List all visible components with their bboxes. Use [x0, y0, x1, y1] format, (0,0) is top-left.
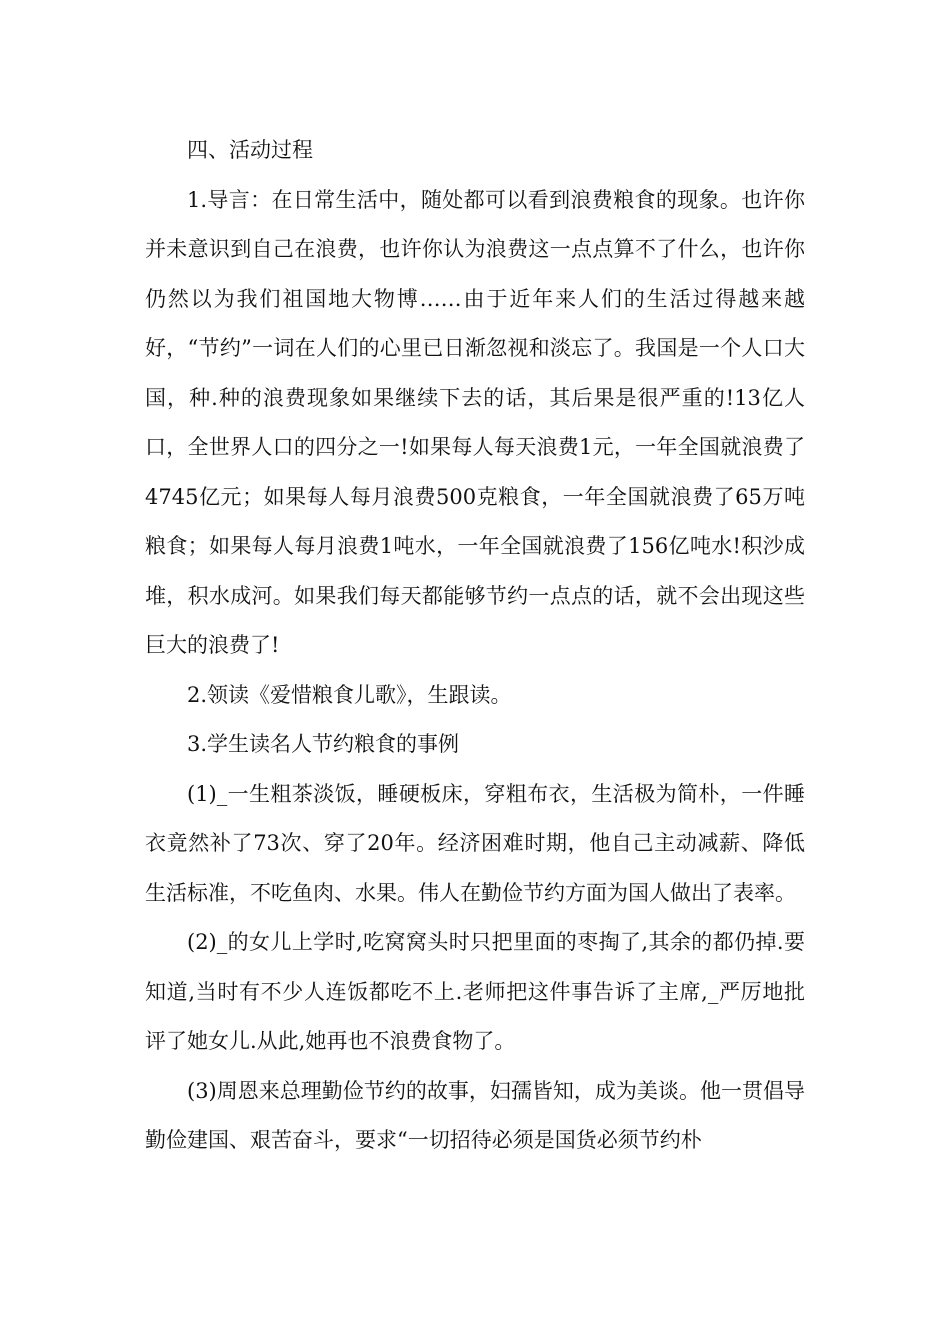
paragraph-example-3: (3)周恩来总理勤俭节约的故事，妇孺皆知，成为美谈。他一贯倡导勤俭建国、艰苦奋斗，要求“一切招待必须是国货必须节约朴 — [145, 1078, 805, 1152]
section-heading: 四、活动过程 — [187, 138, 313, 162]
paragraph-example-2: (2)_的女儿上学时,吃窝窝头时只把里面的枣掏了,其余的都仍掉.要知道,当时有不少人连饭都吃不上.老师把这件事告诉了主席,_严厉地批评了她女儿.从此,她再也不浪费食物了。 — [145, 930, 805, 1053]
document-body — [145, 126, 805, 1166]
paragraph-examples-title: 3.学生读名人节约粮食的事例 — [187, 732, 460, 756]
paragraph-lead-reading: 2.领读《爱惜粮食儿歌》，生跟读。 — [187, 682, 512, 707]
paragraph-example-1: (1)_一生粗茶淡饭，睡硬板床，穿粗布衣，生活极为简朴，一件睡衣竟然补了73次、穿了20年。经济困难时期，他自己主动减薪、降低生活标准，不吃鱼肉、水果。伟人在勤俭节约方面为国人做出了表率。 — [145, 781, 805, 905]
paragraph-introduction: 1.导言：在日常生活中，随处都可以看到浪费粮食的现象。也许你并未意识到自己在浪费，也许你认为浪费这一点点算不了什么，也许你仍然以为我们祖国地大物博……由于近年来人们的生活过得越来越好，“节约”一词在人们的心里已日渐忽视和淡忘了。我国是一个人口大国，种.种的浪费现象如果继续下去的话，其后果是很严重的!13亿人口，全世界人口的四分之一!如果每人每天浪费1元，一年全国就浪费了4745亿元；如果每人每月浪费500克粮食，一年全国就浪费了65万吨粮食；如果每人每月浪费1吨水，一年全国就浪费了156亿吨水!积沙成堆，积水成河。如果我们每天都能够节约一点点的话，就不会出现这些巨大的浪费了! — [145, 187, 805, 657]
